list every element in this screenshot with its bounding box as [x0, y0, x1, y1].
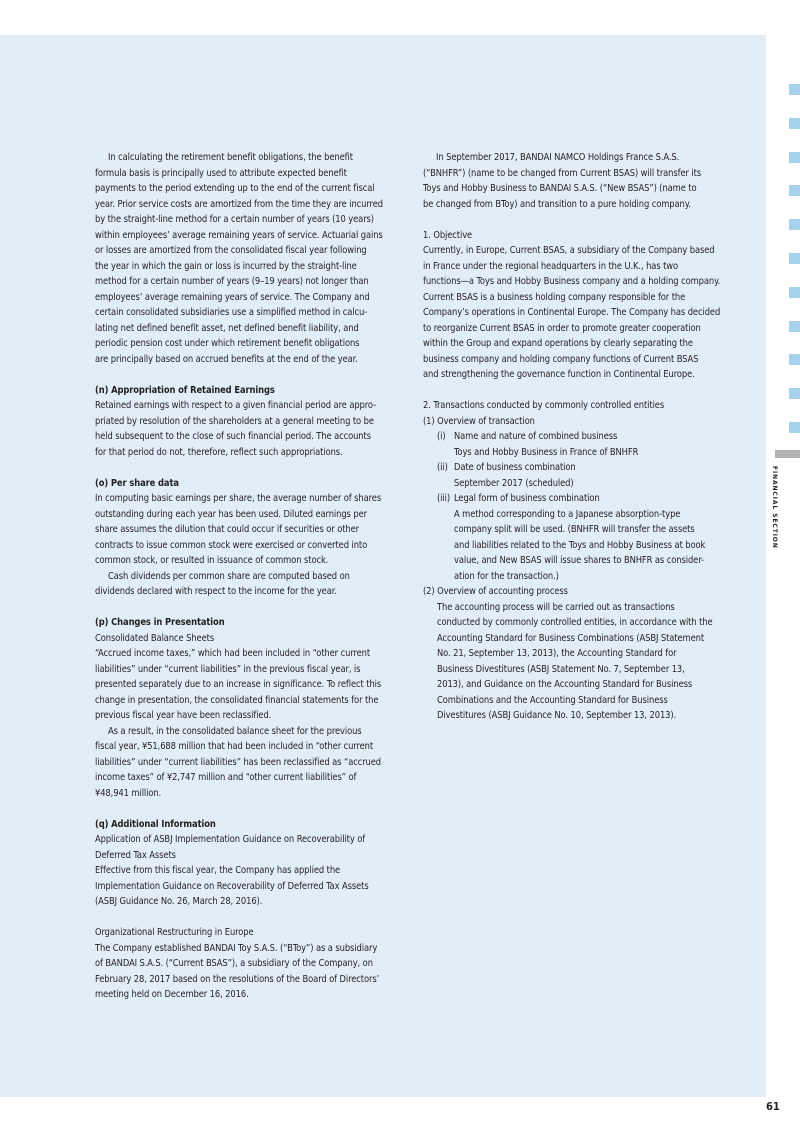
text-line — [423, 414, 753, 430]
line-text: 1. Objective — [423, 229, 473, 241]
right-column — [423, 150, 753, 724]
line-text: ¥48,941 million. — [95, 787, 162, 799]
text-line — [95, 538, 425, 554]
line-text: held subsequent to the close of such financial period. The accounts — [95, 431, 371, 442]
text-line — [95, 832, 425, 848]
left-column — [95, 150, 425, 1003]
text-line — [95, 150, 425, 166]
line-text: previous fiscal year have been reclassified. — [95, 710, 272, 721]
line-text: (ASBJ Guidance No. 26, March 28, 2016). — [95, 896, 263, 907]
line-text: As a result, in the consolidated balance sheet for the previous — [108, 725, 362, 737]
line-text: or losses are amortized from the consolidated fiscal year following — [95, 245, 367, 256]
text-line — [423, 259, 753, 275]
line-text: of BANDAI S.A.S. (“Current BSAS”), a subsidiary of the Company, on — [95, 958, 373, 969]
line-text: and strengthening the governance function in Continental Europe. — [423, 369, 695, 380]
line-text: dividends declared with respect to the income for the year. — [95, 586, 337, 597]
text-line — [423, 522, 753, 538]
text-line — [95, 987, 425, 1003]
text-line — [95, 336, 425, 352]
text-line — [95, 429, 425, 445]
text-line — [95, 569, 425, 585]
line-text: be changed from BToy) and transition to a pure holding company. — [423, 198, 691, 210]
text-line — [423, 243, 753, 259]
text-line — [95, 755, 425, 771]
line-text: liabilities” under “current liabilities” has been reclassified as “accrued — [95, 756, 382, 768]
line-text: February 28, 2017 based on the resolutions of the Board of Directors’ — [95, 973, 380, 985]
section-label: FINANCIAL SECTION — [771, 466, 779, 549]
line-text: Organizational Restructuring in Europe — [95, 927, 254, 938]
line-text: Cash dividends per common share are computed based on — [108, 570, 350, 582]
line-text: September 2017 (scheduled) — [454, 477, 574, 489]
text-line — [423, 274, 753, 290]
blank-line — [423, 383, 753, 399]
text-line — [423, 166, 753, 182]
text-line — [423, 569, 753, 585]
line-text: common stock, or resulted in issuance of common stock. — [95, 555, 329, 566]
line-text: 2013), and Guidance on the Accounting Standard for Business — [437, 679, 693, 690]
text-line — [95, 491, 425, 507]
text-line — [95, 507, 425, 523]
text-line — [423, 445, 753, 461]
line-text: lating net defined benefit asset, net defined benefit liability, and — [95, 322, 359, 334]
line-text: (2) Overview of accounting process — [423, 586, 568, 597]
list-marker: (ii) — [437, 462, 448, 473]
text-line — [423, 352, 753, 368]
line-text: (1) Overview of transaction — [423, 415, 535, 427]
text-line — [423, 708, 753, 724]
line-text: Consolidated Balance Sheets — [95, 632, 215, 644]
text-line — [95, 414, 425, 430]
text-line — [423, 693, 753, 709]
line-text: functions—a Toys and Hobby Business company and a holding company. — [423, 276, 721, 287]
text-line — [95, 243, 425, 259]
line-text: Name and nature of combined business — [454, 431, 618, 442]
text-line — [95, 941, 425, 957]
text-line — [95, 181, 425, 197]
text-line — [95, 646, 425, 662]
line-text: Current BSAS is a business holding company responsible for the — [423, 291, 686, 303]
text-line — [95, 321, 425, 337]
line-text: Toys and Hobby Business in France of BNHFR — [454, 446, 639, 458]
line-text: in France under the regional headquarters in the U.K., has two — [423, 260, 679, 272]
text-line — [95, 708, 425, 724]
text-line — [423, 321, 753, 337]
page-number: 61 — [766, 1100, 780, 1113]
line-text: outstanding during each year has been used. Diluted earnings per — [95, 508, 367, 520]
line-text: method for a certain number of years (9–19 years) not longer than — [95, 276, 369, 287]
text-line — [95, 305, 425, 321]
line-text: meeting held on December 16, 2016. — [95, 989, 249, 1000]
line-text: 2. Transactions conducted by commonly controlled entities — [423, 400, 665, 411]
line-text: value, and New BSAS will issue shares to BNHFR as consider- — [454, 555, 704, 566]
section-tab — [789, 152, 800, 163]
line-text: employees’ average remaining years of service. The Company and — [95, 291, 370, 303]
line-text: change in presentation, the consolidated financial statements for the — [95, 694, 379, 706]
section-tab — [789, 422, 800, 433]
text-line — [423, 460, 753, 476]
text-line — [95, 290, 425, 306]
line-text: (n) Appropriation of Retained Earnings — [95, 384, 275, 396]
section-tab — [789, 321, 800, 332]
text-line — [95, 584, 425, 600]
text-line — [423, 677, 753, 693]
text-line — [423, 429, 753, 445]
text-line — [95, 352, 425, 368]
line-text: Implementation Guidance on Recoverability of Deferred Tax Assets — [95, 880, 369, 892]
section-tab — [789, 118, 800, 129]
line-text: the year in which the gain or loss is incurred by the straight-line — [95, 260, 357, 272]
blank-line — [95, 367, 425, 383]
text-line — [95, 398, 425, 414]
text-line — [423, 584, 753, 600]
text-line — [423, 197, 753, 213]
line-text: ation for the transaction.) — [454, 570, 559, 582]
section-heading — [95, 476, 425, 492]
line-text: are principally based on accrued benefits at the end of the year. — [95, 353, 358, 365]
line-text: priated by resolution of the shareholders at a general meeting to be — [95, 415, 374, 427]
line-text: (q) Additional Information — [95, 818, 216, 830]
line-text: Effective from this fiscal year, the Company has applied the — [95, 865, 341, 876]
line-text: The Company established BANDAI Toy S.A.S. (“BToy”) as a subsidiary — [95, 942, 378, 954]
text-line — [95, 972, 425, 988]
text-line — [423, 476, 753, 492]
line-text: payments to the period extending up to the end of the current fiscal — [95, 183, 375, 194]
line-text: to reorganize Current BSAS in order to promote greater cooperation — [423, 322, 701, 334]
text-line — [423, 150, 753, 166]
line-text: by the straight-line method for a certain number of years (10 years) — [95, 214, 374, 225]
text-line — [95, 879, 425, 895]
text-line — [423, 538, 753, 554]
line-text: presented separately due to an increase in significance. To reflect this — [95, 679, 382, 690]
line-text: Divestitures (ASBJ Guidance No. 10, September 13, 2013). — [437, 710, 677, 721]
line-text: The accounting process will be carried out as transactions — [437, 601, 675, 613]
text-line — [95, 693, 425, 709]
text-line — [423, 290, 753, 306]
section-tab — [789, 388, 800, 399]
line-text: formula basis is principally used to attribute expected benefit — [95, 167, 347, 179]
blank-line — [423, 212, 753, 228]
line-text: Currently, in Europe, Current BSAS, a subsidiary of the Company based — [423, 245, 715, 256]
section-tab — [789, 287, 800, 298]
line-text: and liabilities related to the Toys and Hobby Business at book — [454, 539, 706, 551]
text-line — [423, 336, 753, 352]
line-text: “Accrued income taxes,” which had been included in “other current — [95, 648, 371, 659]
line-text: In computing basic earnings per share, the average number of shares — [95, 493, 382, 504]
line-text: (o) Per share data — [95, 477, 179, 489]
section-tab — [789, 219, 800, 230]
blank-line — [95, 600, 425, 616]
blank-line — [95, 801, 425, 817]
text-line — [423, 367, 753, 383]
line-text: Date of business combination — [454, 462, 576, 473]
section-tab — [789, 354, 800, 365]
text-line — [95, 522, 425, 538]
line-text: Retained earnings with respect to a given financial period are appro- — [95, 400, 377, 411]
line-text: for that period do not, therefore, reflect such appropriations. — [95, 446, 343, 458]
text-line — [95, 197, 425, 213]
line-text: within employees’ average remaining years of service. Actuarial gains — [95, 229, 383, 241]
text-line — [95, 956, 425, 972]
text-line — [95, 212, 425, 228]
line-text: Combinations and the Accounting Standard for Business — [437, 694, 668, 706]
line-text: year. Prior service costs are amortized from the time they are incurred — [95, 198, 383, 210]
text-line — [95, 925, 425, 941]
line-text: periodic pension cost under which retirement benefit obligations — [95, 338, 360, 349]
line-text: Toys and Hobby Business to BANDAI S.A.S. (“New BSAS”) (name to — [423, 183, 697, 194]
text-line — [423, 491, 753, 507]
line-text: within the Group and expand operations by clearly separating the — [423, 338, 693, 349]
section-tab — [789, 253, 800, 264]
line-text: In calculating the retirement benefit obligations, the benefit — [108, 152, 353, 163]
text-line — [423, 398, 753, 414]
section-heading — [95, 615, 425, 631]
text-line — [423, 646, 753, 662]
text-line — [95, 259, 425, 275]
line-text: Deferred Tax Assets — [95, 849, 176, 861]
text-line — [423, 507, 753, 523]
text-line — [423, 615, 753, 631]
line-text: No. 21, September 13, 2013), the Accounting Standard for — [437, 648, 677, 659]
line-text: business company and holding company functions of Current BSAS — [423, 353, 699, 365]
text-line — [95, 228, 425, 244]
text-line — [95, 631, 425, 647]
line-text: Application of ASBJ Implementation Guidance on Recoverability of — [95, 834, 366, 845]
text-line — [423, 631, 753, 647]
line-text: certain consolidated subsidiaries use a simplified method in calcu- — [95, 307, 368, 318]
line-text: liabilities” under “current liabilities” in the previous fiscal year, is — [95, 663, 361, 675]
section-tab — [789, 185, 800, 196]
text-line — [423, 228, 753, 244]
section-heading — [95, 383, 425, 399]
text-line — [95, 274, 425, 290]
text-line — [95, 553, 425, 569]
text-line — [95, 166, 425, 182]
list-marker: (i) — [437, 431, 446, 442]
text-line — [95, 770, 425, 786]
current-section-marker — [775, 450, 800, 458]
list-marker: (iii) — [437, 493, 451, 504]
text-line — [423, 305, 753, 321]
line-text: Company’s operations in Continental Europe. The Company has decided — [423, 307, 721, 318]
text-line — [423, 181, 753, 197]
text-line — [95, 724, 425, 740]
blank-line — [95, 910, 425, 926]
text-line — [95, 848, 425, 864]
line-text: In September 2017, BANDAI NAMCO Holdings France S.A.S. — [436, 152, 680, 163]
text-line — [95, 445, 425, 461]
text-line — [423, 553, 753, 569]
section-heading — [95, 817, 425, 833]
text-line — [423, 662, 753, 678]
line-text: company split will be used. (BNHFR will transfer the assets — [454, 524, 695, 535]
text-line — [95, 894, 425, 910]
blank-line — [95, 460, 425, 476]
line-text: share assumes the dilution that could occur if securities or other — [95, 524, 359, 535]
text-line — [95, 786, 425, 802]
text-line — [95, 677, 425, 693]
section-tab — [789, 84, 800, 95]
line-text: income taxes” of ¥2,747 million and “other current liabilities” of — [95, 772, 357, 783]
line-text: A method corresponding to a Japanese absorption-type — [454, 508, 681, 520]
line-text: contracts to issue common stock were exercised or converted into — [95, 539, 368, 551]
text-line — [423, 600, 753, 616]
line-text: (p) Changes in Presentation — [95, 617, 225, 628]
line-text: Business Divestitures (ASBJ Statement No. 7, September 13, — [437, 663, 685, 675]
line-text: Accounting Standard for Business Combinations (ASBJ Statement — [437, 632, 705, 644]
line-text: fiscal year, ¥51,688 million that had been included in “other current — [95, 741, 374, 752]
text-line — [95, 863, 425, 879]
text-line — [95, 662, 425, 678]
line-text: (“BNHFR”) (name to be changed from Current BSAS) will transfer its — [423, 167, 702, 179]
line-text: conducted by commonly controlled entities, in accordance with the — [437, 617, 713, 628]
text-line — [95, 739, 425, 755]
line-text: Legal form of business combination — [454, 493, 600, 504]
